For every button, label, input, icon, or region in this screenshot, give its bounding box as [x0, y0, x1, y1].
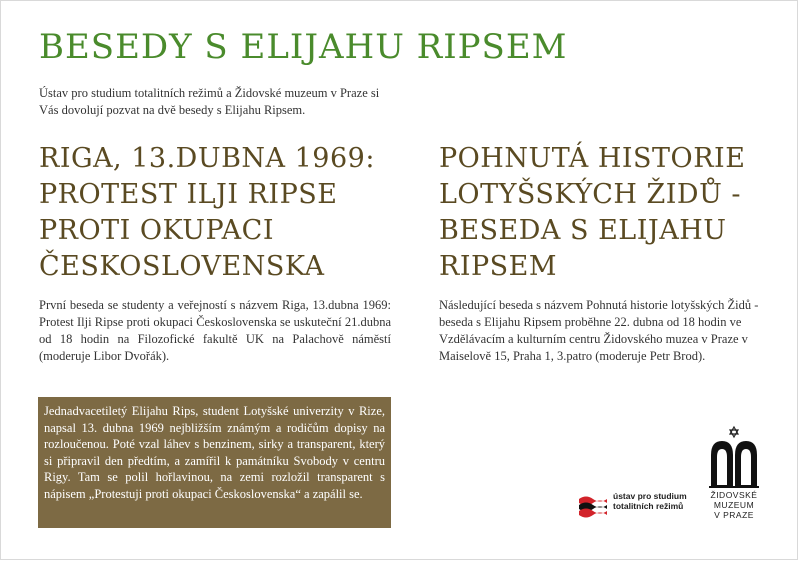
muzeum-logo-line2: MUZEUM [713, 500, 755, 510]
left-subtitle: RIGA, 13.DUBNA 1969: PROTEST ILJI RIPSE PROTI OKUPACI ČESKOSLOVENSKA [39, 143, 375, 282]
quote-box [38, 397, 391, 528]
flag-icon [578, 492, 608, 518]
ustav-logo-text [613, 491, 699, 511]
muzeum-logo-text [701, 490, 767, 520]
tablets-icon [707, 425, 761, 489]
ustav-logo-line1: ústav pro studium [613, 491, 687, 501]
ustav-logo-line2: totalitních režimů [613, 501, 684, 511]
right-subtitle: POHNUTÁ HISTORIE LOTYŠSKÝCH ŽIDŮ - BESEDA S ELIJAHU RIPSEM [439, 143, 746, 282]
muzeum-logo [707, 425, 761, 529]
intro-text: Ústav pro studium totalitních režimů a Židovské muzeum v Praze si Vás dovolují pozvat na dvě besedy s Elijahu Ripsem. [39, 86, 380, 117]
muzeum-logo-line1: ŽIDOVSKÉ [710, 490, 758, 500]
ustav-logo [578, 488, 698, 524]
quote-text: Jednadvacetiletý Elijahu Rips, student Lotyšské univerzity v Rize, napsal 13. dubna 1969 nejbližším známým a rodičům dopisy na rozloučenou. Poté vzal láhev s benzinem, sirky a transparent, který si připravil den předtím, a zamířil k památníku Svobody v centru Rigy. Tam se polil hořlavinou, na zemi rozložil transparent s nápisem „Protestuji proti okupaci Československa“ a zapálil se. [44, 404, 385, 501]
muzeum-logo-line3: V PRAZE [714, 510, 754, 520]
right-paragraph: Následující beseda s názvem Pohnutá historie lotyšských Židů - beseda s Elijahu Ripsem proběhne 22. dubna od 18 hodin ve Vzdělávacím a kulturním centru Židovského muzea v Praze v Maiselově 15, Praha 1, 3.patro (moderuje Petr Brod). [439, 298, 759, 363]
left-paragraph: První beseda se studenty a veřejností s názvem Riga, 13.dubna 1969: Protest Ilji Ripse proti okupaci Československa se uskuteční 21.dubna od 18 hodin na Filozofické fakultě UK na Palachově náměstí (moderuje Libor Dvořák). [39, 298, 391, 363]
page-title: BESEDY S ELIJAHU RIPSEM [39, 27, 568, 67]
